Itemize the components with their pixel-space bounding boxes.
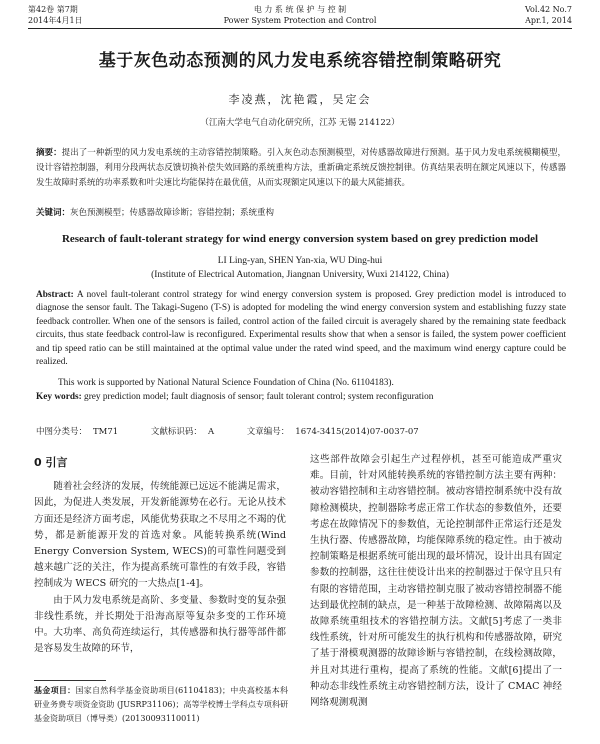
keywords-cn	[36, 207, 566, 220]
affiliation-cn: （江南大学电气自动化研究所，江苏 无锡 214122）	[200, 118, 400, 128]
abstract-cn-label: 摘要：	[36, 148, 62, 158]
header-right	[525, 4, 572, 26]
running-header	[28, 4, 572, 30]
clc-label: 中图分类号：	[36, 427, 88, 437]
funding-footnote	[34, 684, 288, 726]
keywords-cn-label: 关键词：	[36, 208, 71, 218]
keywords-en-label: Key words:	[36, 392, 82, 402]
volume-issue: 第42卷 第7期	[28, 5, 78, 14]
section-heading-intro: 0 引言	[34, 456, 68, 469]
keywords-en-text: grey prediction model; fault diagnosis of sensor; fault tolerant control; system reconfiguration	[84, 392, 434, 402]
keywords-en	[36, 391, 566, 404]
journal-name-cn: 电 力 系 统 保 护 与 控 制	[253, 5, 347, 14]
journal-name-en: Power System Protection and Control	[223, 16, 377, 25]
footnote-label: 基金项目：	[34, 686, 76, 695]
issue-date-cn: 2014年4月1日	[28, 16, 83, 25]
body-paragraph: 由于风力发电系统是高阶、多变量、参数时变的复杂强非线性系统，并长期处于沿海高原等复杂多变的工作环境中。大功率、高负荷连续运行，其传感器和执行器等部件都是容易发生故障的环节，	[34, 594, 286, 655]
abstract-en-label: Abstract:	[36, 290, 74, 300]
paper-title-cn: 基于灰色动态预测的风力发电系统容错控制策略研究	[98, 51, 502, 71]
paper-title-en: Research of fault-tolerant strategy for wind energy conversion system based on grey prediction model	[61, 233, 539, 245]
abstract-en-text: A novel fault-tolerant control strategy for wind energy conversion system is proposed. Grey prediction model is introduced to diagnose the sensor fault. The Takagi-Sugeno (T-S) is adopted for modeling the wind energy conversion system and establishing fuzzy state feedback controller. When one of the sensors is failed, control action of the failed circuit is averagely shared by the remaining state feedback circuits, thus state feedback control-law is reconfigured. Experimental results show that when a sensor is failed, the system power coefficient and tip speed ratio can be still maintained at the optimal value under the rated wind speed, and the maximum wind energy capture could be realized.	[36, 290, 566, 368]
authors-en: LI Ling-yan, SHEN Yan-xia, WU Ding-hui	[217, 256, 383, 266]
abstract-cn-text: 提出了一种新型的风力发电系统的主动容错控制策略。引入灰色动态预测模型，对传感器故障进行预测。基于风力发电系统模糊模型，设计容错控制器，利用分段两状态反馈切换补偿失效回路的系统重构方法，重新确定系统反馈控制律。仿真结果表明在额定风速以下，传感器发生故障时系统的功率系数和叶尖速比均能保持在最优值，从而实现额定风速以下的最大风能捕获。	[36, 148, 566, 188]
doc-code-value: A	[207, 427, 215, 437]
article-number-label: 文章编号：	[246, 427, 290, 437]
body-paragraph: 这些部件故障会引起生产过程停机，甚至可能造成严重灾难。目前，针对风能转换系统的容错控制方法主要有两种：被动容错控制和主动容错控制。被动容错控制系统中没有故障检测模块，控制器除考虑正常工作状态的参数值外，还要考虑在故障情况下的参数值，无论控制部件正常运行还是发生执行器、传感器故障，均能保障系统的稳定性。由于被动控制策略是根据系统可能出现的最坏情况，设计出具有固定参数的控制器，这往往使设计出来的控制器过于保守且只有有限的容错范围，主动容错控制克服了被动容错控制器不能达到最优控制的缺点，是一种基于故障检测、故障隔离以及故障系统重组技术的容错控制方法。文献[5]考虑了一类非线性系统，针对所可能发生的执行机构和传感器故障，研究了基于滑模观测器的故障诊断与容错控制，在线检测故障，并且对其进行重构，提高了系统的性能。文献[6]提出了一种动态非线性系统主动容错控制方法，设计了 CMAC 神经网络观测观测	[310, 454, 562, 709]
header-divider	[28, 28, 572, 29]
footnote-text: 国家自然科学基金资助项目(61104183)；中央高校基本科研业务费专项资金资助 (JUSRP31106)；高等学校博士学科点专项科研基金资助项目（博导类）(20130093110011)	[34, 686, 288, 723]
body-column-right	[310, 452, 562, 711]
abstract-en	[36, 289, 566, 369]
funding-statement-en: This work is supported by National Natural Science Foundation of China (No. 61104183).	[58, 378, 394, 388]
doc-code-label: 文献标识码：	[150, 427, 202, 437]
keywords-cn-text: 灰色预测模型；传感器故障诊断；容错控制；系统重构	[70, 208, 275, 218]
volume-issue-en: Vol.42 No.7	[525, 5, 572, 14]
issue-date-en: Apr.1, 2014	[525, 16, 572, 25]
body-paragraph: 随着社会经济的发展，传统能源已远远不能满足需求，因此，为促进人类发展，开发新能源势在必行。无论从技术方面还是经济方面考虑，风能优势获取之不尽用之不竭的优势，都是新能源开发的首选对象。风能转换系统(Wind Energy Conversion System, WECS)的可靠性问题受到越来越广泛的关注，作为提高系统可靠性的有效手段，容错控制成为 WECS 研究的一大热点[1-4]。	[34, 481, 286, 590]
authors-cn: 李凌燕，沈艳霞，吴定会	[228, 93, 372, 106]
header-center	[28, 4, 572, 26]
clc-value: TM71	[93, 427, 119, 437]
body-column-left	[34, 455, 286, 657]
article-number-value: 1674-3415(2014)07-0037-07	[295, 427, 419, 437]
abstract-cn	[36, 146, 566, 191]
classification-line	[36, 425, 566, 437]
affiliation-en: (Institute of Electrical Automation, Jiangnan University, Wuxi 214122, China)	[151, 270, 449, 280]
footnote-divider	[34, 680, 106, 681]
